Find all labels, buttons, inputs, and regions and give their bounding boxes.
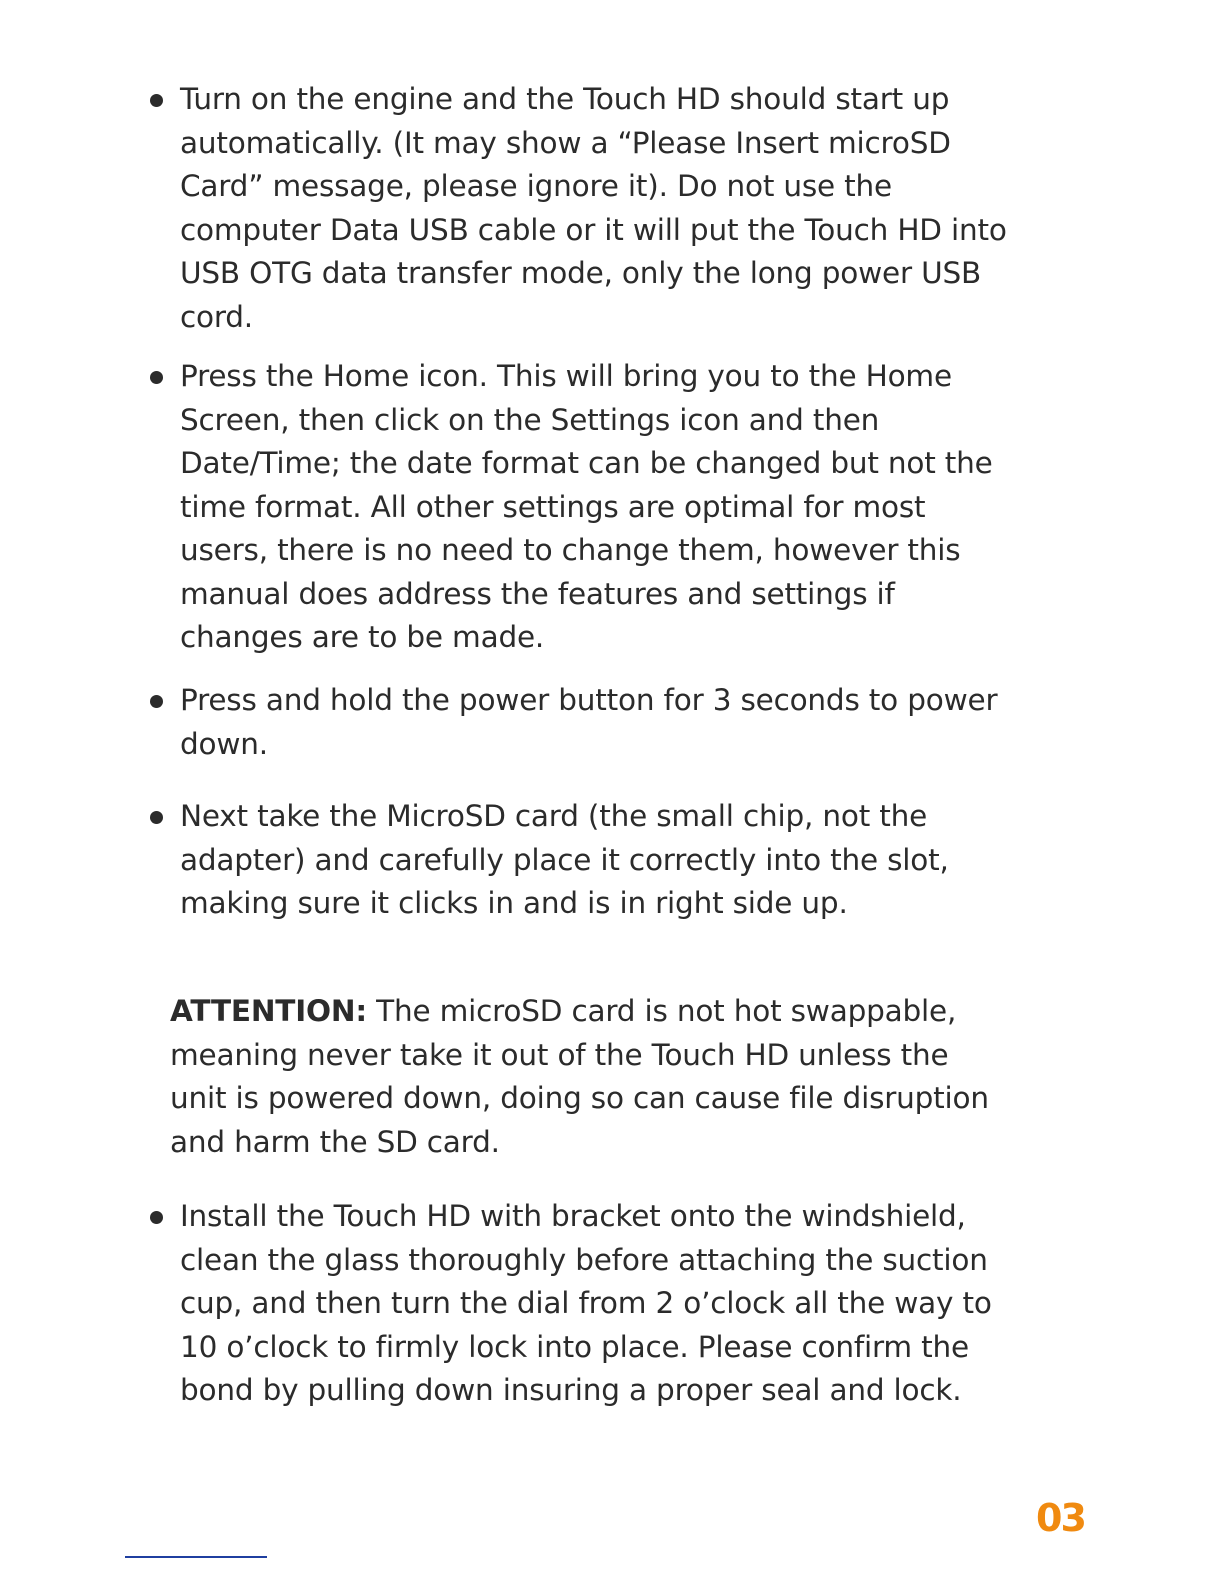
- bullet-text: Next take the MicroSD card (the small chip, not the adapter) and carefully place it correctly into the slot, making sure it clicks in and is in right side up.: [180, 799, 949, 920]
- bullet-item-install-bracket: [150, 1195, 1010, 1413]
- attention-note: [170, 990, 1000, 1164]
- bullet-text: Press and hold the power button for 3 seconds to power down.: [180, 683, 998, 761]
- page-number: 03: [1036, 1496, 1085, 1540]
- bullet-text: Install the Touch HD with bracket onto the windshield, clean the glass thoroughly before attaching the suction cup, and then turn the dial from 2 o’clock all the way to 10 o’clock to firmly lock into place. Please confirm the bond by pulling down insuring a proper seal and lock.: [180, 1199, 992, 1407]
- bullet-item-insert-card: [150, 795, 1010, 926]
- bullet-dot: [150, 1211, 163, 1224]
- bullet-dot: [150, 371, 163, 384]
- attention-text: The microSD card is not hot swappable, meaning never take it out of the Touch HD unless the unit is powered down, doing so can cause file disruption and harm the SD card.: [170, 994, 989, 1159]
- bullet-text: Turn on the engine and the Touch HD should start up automatically. (It may show a “Please Insert microSD Card” message, please ignore it). Do not use the computer Data USB cable or it will put the Touch HD into USB OTG data transfer mode, only the long power USB cord.: [180, 82, 1007, 334]
- bullet-dot: [150, 94, 163, 107]
- bullet-text: Press the Home icon. This will bring you to the Home Screen, then click on the Settings icon and then Date/Time; the date format can be changed but not the time format. All other settings are optimal for most users, there is no need to change them, however this manual does address the features and settings if changes are to be made.: [180, 359, 993, 654]
- bullet-item-start-engine: [150, 78, 1010, 339]
- bullet-dot: [150, 695, 163, 708]
- bullet-item-power-down: [150, 679, 1010, 766]
- bullet-item-settings: [150, 355, 1010, 660]
- bullet-dot: [150, 811, 163, 824]
- attention-label: ATTENTION:: [170, 994, 367, 1028]
- footer-rule: [125, 1556, 267, 1558]
